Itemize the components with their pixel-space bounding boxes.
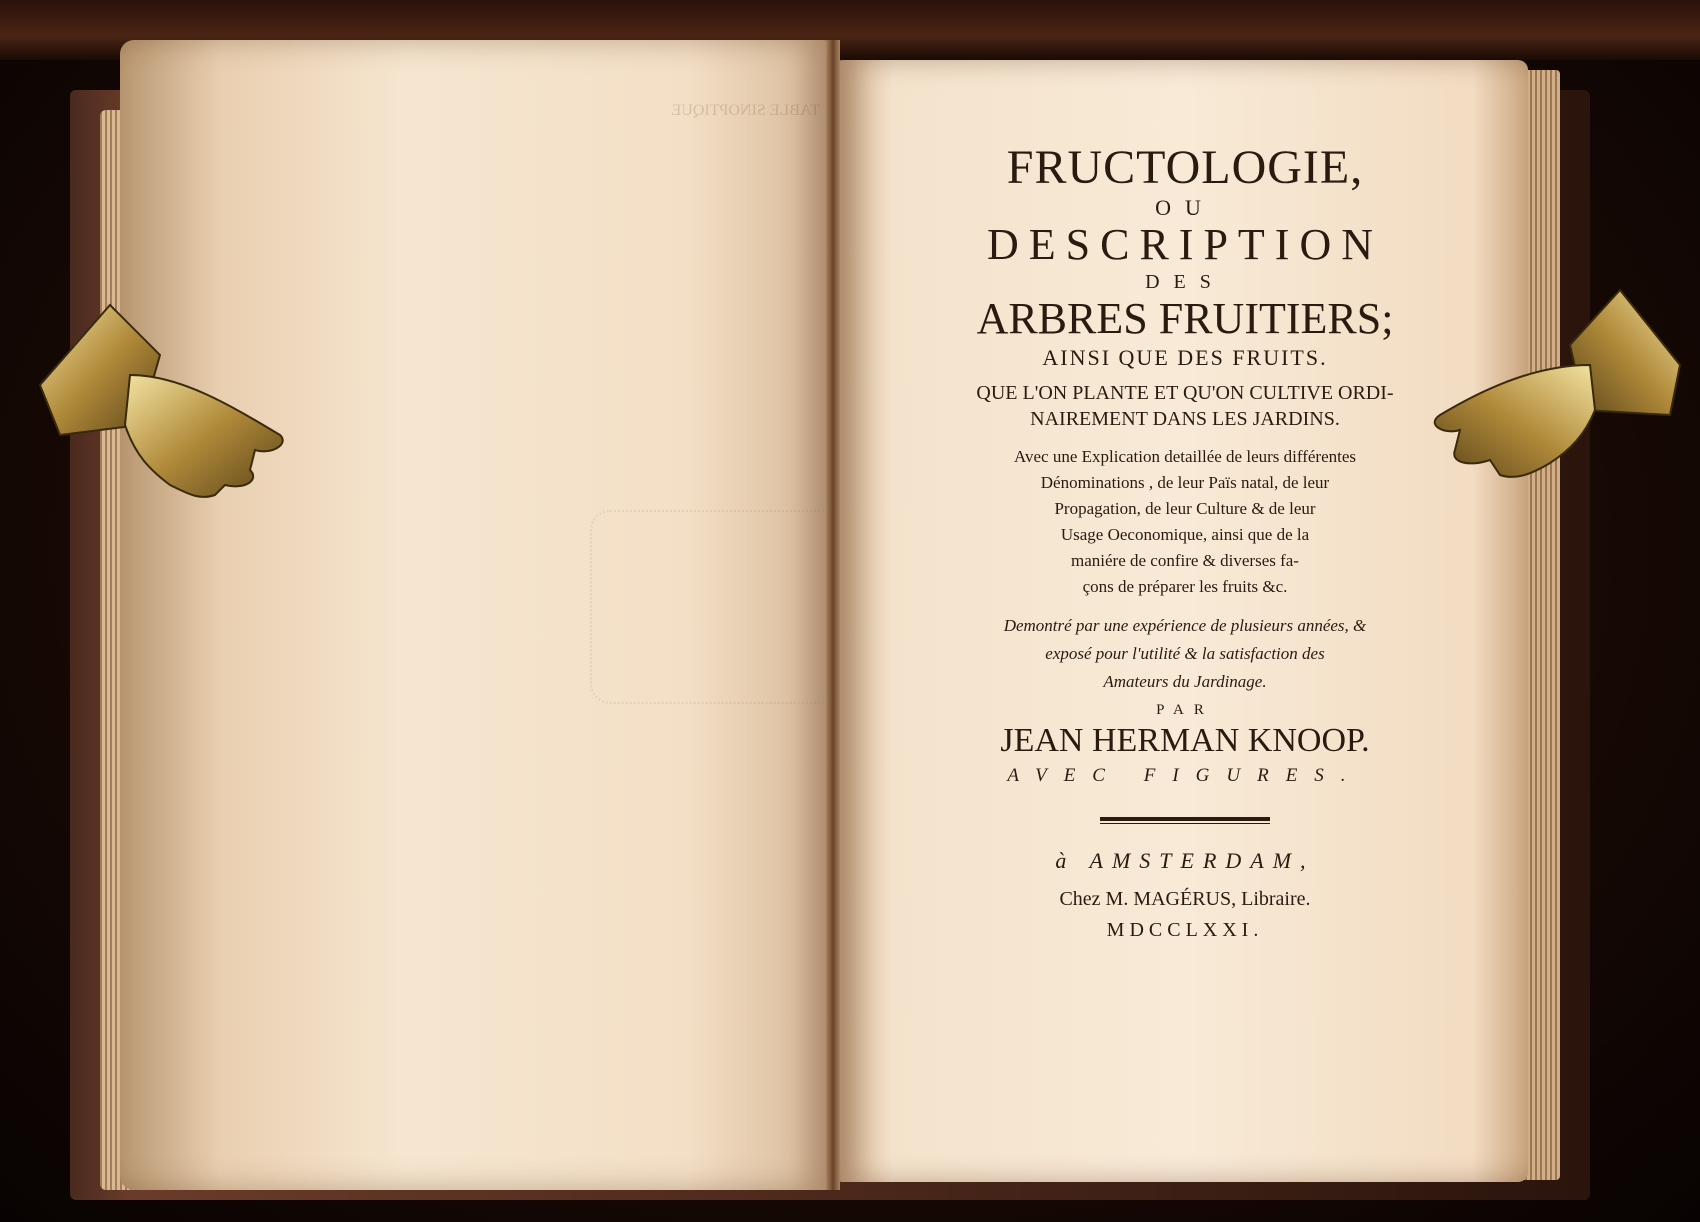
imprint-year: MDCCLXXI. (1106, 919, 1264, 941)
demonstration-line: exposé pour l'utilité & la satisfaction des (1045, 644, 1325, 663)
book-title: FRUCTOLOGIE, (1006, 141, 1364, 194)
explanation-line: Propagation, de leur Culture & de leur (1054, 499, 1316, 518)
title-arbres: ARBRES FRUITIERS; (976, 294, 1394, 343)
bleed-through-ornament (590, 510, 864, 704)
title-description: DESCRIPTION (986, 220, 1384, 269)
explanation-block (860, 444, 1510, 600)
explanation-line: Avec une Explication detaillée de leurs différentes (1013, 447, 1357, 466)
title-ainsi: AINSI QUE DES FRUITS. (1042, 345, 1328, 370)
left-brass-hand-icon (20, 295, 300, 535)
title-par: PAR (1156, 702, 1214, 718)
demonstration-line: Demontré par une expérience de plusieurs années, & (1003, 616, 1367, 635)
avec-figures: AVEC FIGURES. (1007, 765, 1363, 786)
title-page-text (860, 140, 1510, 944)
divider-rule (1100, 817, 1270, 821)
bleed-through-heading: TABLE SINOPTIQUE (671, 102, 820, 119)
imprint-city: à AMSTERDAM, (1055, 848, 1315, 873)
imprint-publisher: Chez M. MAGÉRUS, Libraire. (1059, 888, 1311, 910)
book-gutter (826, 40, 840, 1190)
explanation-line: çons de préparer les fruits &c. (1082, 577, 1288, 596)
demonstration-block (860, 612, 1510, 696)
divider-rule-thin (1100, 823, 1270, 824)
title-des: DES (1145, 271, 1225, 293)
demonstration-line: Amateurs du Jardinage. (1103, 672, 1267, 691)
explanation-line: Dénominations , de leur Païs natal, de leur (1040, 473, 1330, 492)
explanation-line: Usage Oeconomique, ainsi que de la (1060, 525, 1310, 544)
subtitle-line-1: QUE L'ON PLANTE ET QU'ON CULTIVE ORDI- (976, 382, 1394, 404)
explanation-line: maniére de confire & diverses fa- (1071, 551, 1299, 570)
bleed-through-text (620, 100, 820, 360)
title-ou: OU (1155, 195, 1215, 220)
author-name: JEAN HERMAN KNOOP. (1000, 722, 1370, 759)
subtitle-line-2: NAIREMENT DANS LES JARDINS. (1030, 408, 1340, 430)
